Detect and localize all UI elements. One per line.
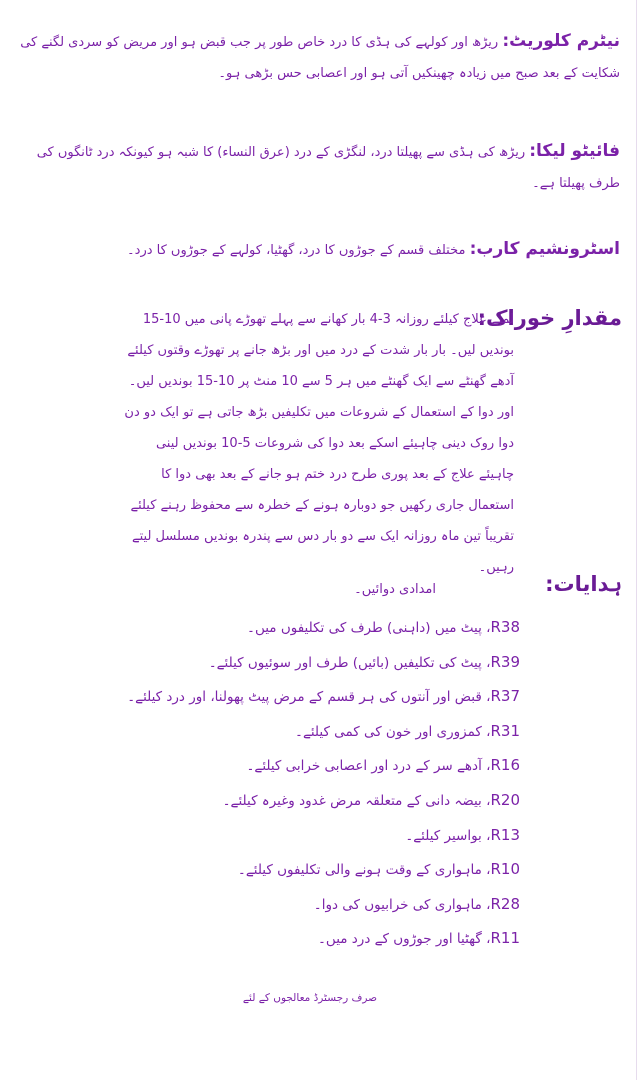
list-item: R10، ماہواری کے وقت ہونے والی تکلیفوں کیلئے۔: [237, 860, 520, 879]
list-item: R38، پیٹ میں (داہنی) طرف کی تکلیفوں میں۔: [247, 618, 520, 636]
remedy-term: فائیٹو لیکا:: [529, 141, 620, 161]
list-item: R16، آدھے سر کے درد اور اعصابی خرابی کیلئے۔: [246, 756, 520, 775]
remedy-term: نیٹرم کلوریٹ:: [502, 31, 620, 51]
footer-note: صرف رجسٹرڈ معالجوں کے لئے: [242, 992, 378, 1004]
remedy-strontium-carb: [20, 234, 620, 266]
remedy-description: ریڑھ اور کولہے کی ہڈی کا درد خاص طور پر جب قبض ہو اور مریض کو سردی لگنے کی شکایت کے بعد صبح میں زیادہ چھینکیں آتی ہو اور اعصابی حس بڑھی ہو۔: [20, 35, 620, 81]
remedy-natrum-chloratum: [20, 26, 620, 89]
remedy-description: ریڑھ کی ہڈی سے پھیلتا درد، لنگڑی کے درد (عرق النساء) کا شبہ ہو کیونکہ درد ٹانگوں کی طرف پھیلتا ہے۔: [36, 145, 620, 191]
dosage-text: لمبے علاج کیلئے روزانہ 3-4 بار کھانے سے پہلے تھوڑے پانی میں 10-15 بوندیں لیں۔ بار بار شدت کے درد میں اور بڑھ جانے پر تھوڑے وقتوں کیلئے آدھے گھنٹے سے ایک گھنٹے میں ہر 5 سے 10 منٹ پر 10-15 بوندیں لیں۔ اور دوا کے استعمال کے شروعات میں تکلیفیں بڑھ جاتی ہے تو ایک دو دن دوا روک دینی چاہیئے اسکے بعد دوا کی شروعات 5-10 بوندیں لینی چاہیئے علاج کے بعد پوری طرح درد ختم ہو جانے کے بعد بھی دوا کا استعمال جاری رکھیں جو دوبارہ ہونے کے خطرہ سے محفوظ رہنے کیلئے تقریباً تین ماہ روزانہ ایک سے دو بار دس سے پندرہ بوندیں مسلسل لیتے رہیں۔: [124, 312, 514, 575]
instructions-heading: ہدایات:: [545, 572, 622, 596]
list-item: R31، کمزوری اور خون کی کمی کیلئے۔: [295, 721, 520, 740]
list-item: R37، قبض اور آنتوں کی ہر قسم کے مرض پیٹ پھولنا، اور درد کیلئے۔: [127, 687, 520, 706]
remedy-phytolacca: [20, 136, 620, 199]
list-item: R20، بیضہ دانی کے متعلقہ مرض غدود وغیرہ کیلئے۔: [222, 790, 520, 809]
instructions-intro: امدادی دوائیں۔: [354, 582, 436, 597]
list-item: R28، ماہواری کی خرابیوں کی دوا۔: [313, 894, 520, 913]
dosage-heading: مقدارِ خوراک:: [477, 306, 622, 330]
page-edge-line: [636, 0, 637, 1080]
list-item: R13، بواسیر کیلئے۔: [405, 825, 520, 844]
list-item: R39، پیٹ کی تکلیفیں (بائیں) طرف اور سوئیوں کیلئے۔: [208, 652, 520, 671]
list-item: R11، گھٹیا اور جوڑوں کے درد میں۔: [318, 929, 520, 948]
remedy-list: [127, 618, 520, 964]
remedy-term: اسٹرونشیم کارب:: [469, 239, 620, 259]
remedy-description: مختلف قسم کے جوڑوں کا درد، گھٹیا، کولہے کے جوڑوں کا درد۔: [127, 243, 466, 258]
